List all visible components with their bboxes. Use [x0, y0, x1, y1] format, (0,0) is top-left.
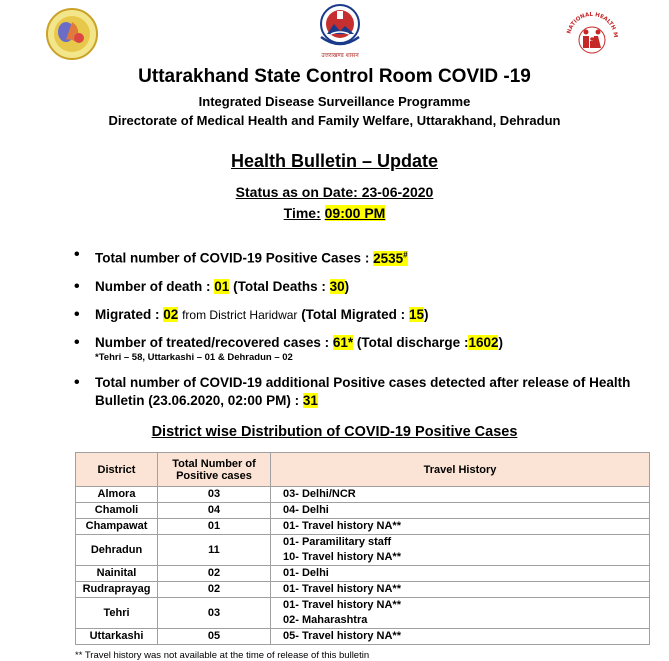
state-emblem-logo [42, 8, 102, 60]
discharge-value: 1602 [468, 334, 499, 350]
nhm-ring-text: NATIONAL HEALTH M [566, 11, 619, 38]
travel-cell: 01- Travel history NA** [271, 519, 650, 535]
table-row [76, 629, 650, 645]
status-time: Time: 09:00 PM [283, 205, 386, 221]
bulletin-title: Health Bulletin – Update [230, 151, 439, 171]
travel-cell: 05- Travel history NA** [271, 629, 650, 645]
recovered-note: *Tehri – 58, Uttarkashi – 01 & Dehradun – 02 [95, 351, 293, 363]
uttarakhand-emblem-icon [317, 4, 363, 48]
district-cell: Nainital [76, 566, 158, 582]
national-health-mission-logo [560, 8, 624, 64]
travel-cell: 10- Travel history NA** [271, 550, 650, 566]
page-title: Uttarakhand State Control Room COVID -19 [138, 66, 531, 87]
district-cell: Dehradun [76, 535, 158, 566]
travel-cell: 01- Travel history NA** [271, 598, 650, 614]
time-value: 09:00 PM [324, 205, 386, 221]
district-cell: Uttarkashi [76, 629, 158, 645]
state-emblem-icon [42, 8, 102, 60]
emblem-caption: उत्तराखण्ड शासन [321, 52, 359, 59]
district-cell: Rudraprayag [76, 582, 158, 598]
total-positive-value: 2535# [373, 250, 408, 266]
district-cell: Almora [76, 487, 158, 503]
table-row [76, 519, 650, 535]
district-cell: Chamoli [76, 503, 158, 519]
recovered-value: 61* [332, 334, 354, 350]
list-item-recovered: • Number of treated/recovered cases : 61* (Total discharge :1602) *Tehri – 58, Uttarkashi – 01 & Dehradun – 02 [74, 334, 654, 364]
count-cell: 01 [158, 519, 271, 535]
national-health-mission-logo-icon [560, 8, 624, 64]
table-row [76, 535, 650, 551]
district-cell: Tehri [76, 598, 158, 629]
count-cell: 03 [158, 598, 271, 629]
death-value: 01 [214, 278, 230, 294]
summary-list [74, 246, 654, 410]
total-deaths-value: 30 [329, 278, 345, 294]
list-item-total-positive: • Total number of COVID-19 Positive Cases : 2535# [74, 246, 654, 268]
header-district: District [76, 453, 158, 487]
count-cell: 05 [158, 629, 271, 645]
count-cell: 04 [158, 503, 271, 519]
header-travel: Travel History [271, 453, 650, 487]
header-total: Total Number of Positive cases [158, 453, 271, 487]
travel-cell: 01- Paramilitary staff [271, 535, 650, 551]
travel-cell: 03- Delhi/NCR [271, 487, 650, 503]
status-date: Status as on Date: 23-06-2020 [235, 184, 434, 200]
migrated-value: 02 [163, 306, 179, 322]
travel-cell: 02- Maharashtra [271, 613, 650, 629]
directorate-subtitle: Directorate of Medical Health and Family Welfare, Uttarakhand, Dehradun [108, 113, 561, 128]
footnote: ** Travel history was not available at the time of release of this bulletin [75, 650, 370, 661]
table-title: District wise Distribution of COVID-19 Positive Cases [151, 424, 518, 440]
travel-cell: 01- Travel history NA** [271, 582, 650, 598]
travel-cell: 01- Delhi [271, 566, 650, 582]
total-migrated-value: 15 [408, 306, 424, 322]
count-cell: 02 [158, 582, 271, 598]
table-row [76, 598, 650, 614]
count-cell: 11 [158, 535, 271, 566]
table-row [76, 487, 650, 503]
district-cell: Champawat [76, 519, 158, 535]
table-row [76, 566, 650, 582]
list-item-migrated: • Migrated : 02 from District Haridwar (Total Migrated : 15) [74, 306, 654, 324]
table-row [76, 582, 650, 598]
programme-subtitle: Integrated Disease Surveillance Programme [198, 94, 471, 109]
table-row [76, 503, 650, 519]
list-item-deaths: • Number of death : 01 (Total Deaths : 30) [74, 278, 654, 296]
count-cell: 02 [158, 566, 271, 582]
additional-value: 31 [302, 392, 318, 408]
count-cell: 03 [158, 487, 271, 503]
uttarakhand-emblem-logo [309, 4, 371, 60]
list-item-additional: • Total number of COVID-19 additional Positive cases detected after release of Health Bulletin (23.06.2020, 02:00 PM) : 31 [74, 374, 654, 410]
district-table [75, 452, 650, 645]
travel-cell: 04- Delhi [271, 503, 650, 519]
